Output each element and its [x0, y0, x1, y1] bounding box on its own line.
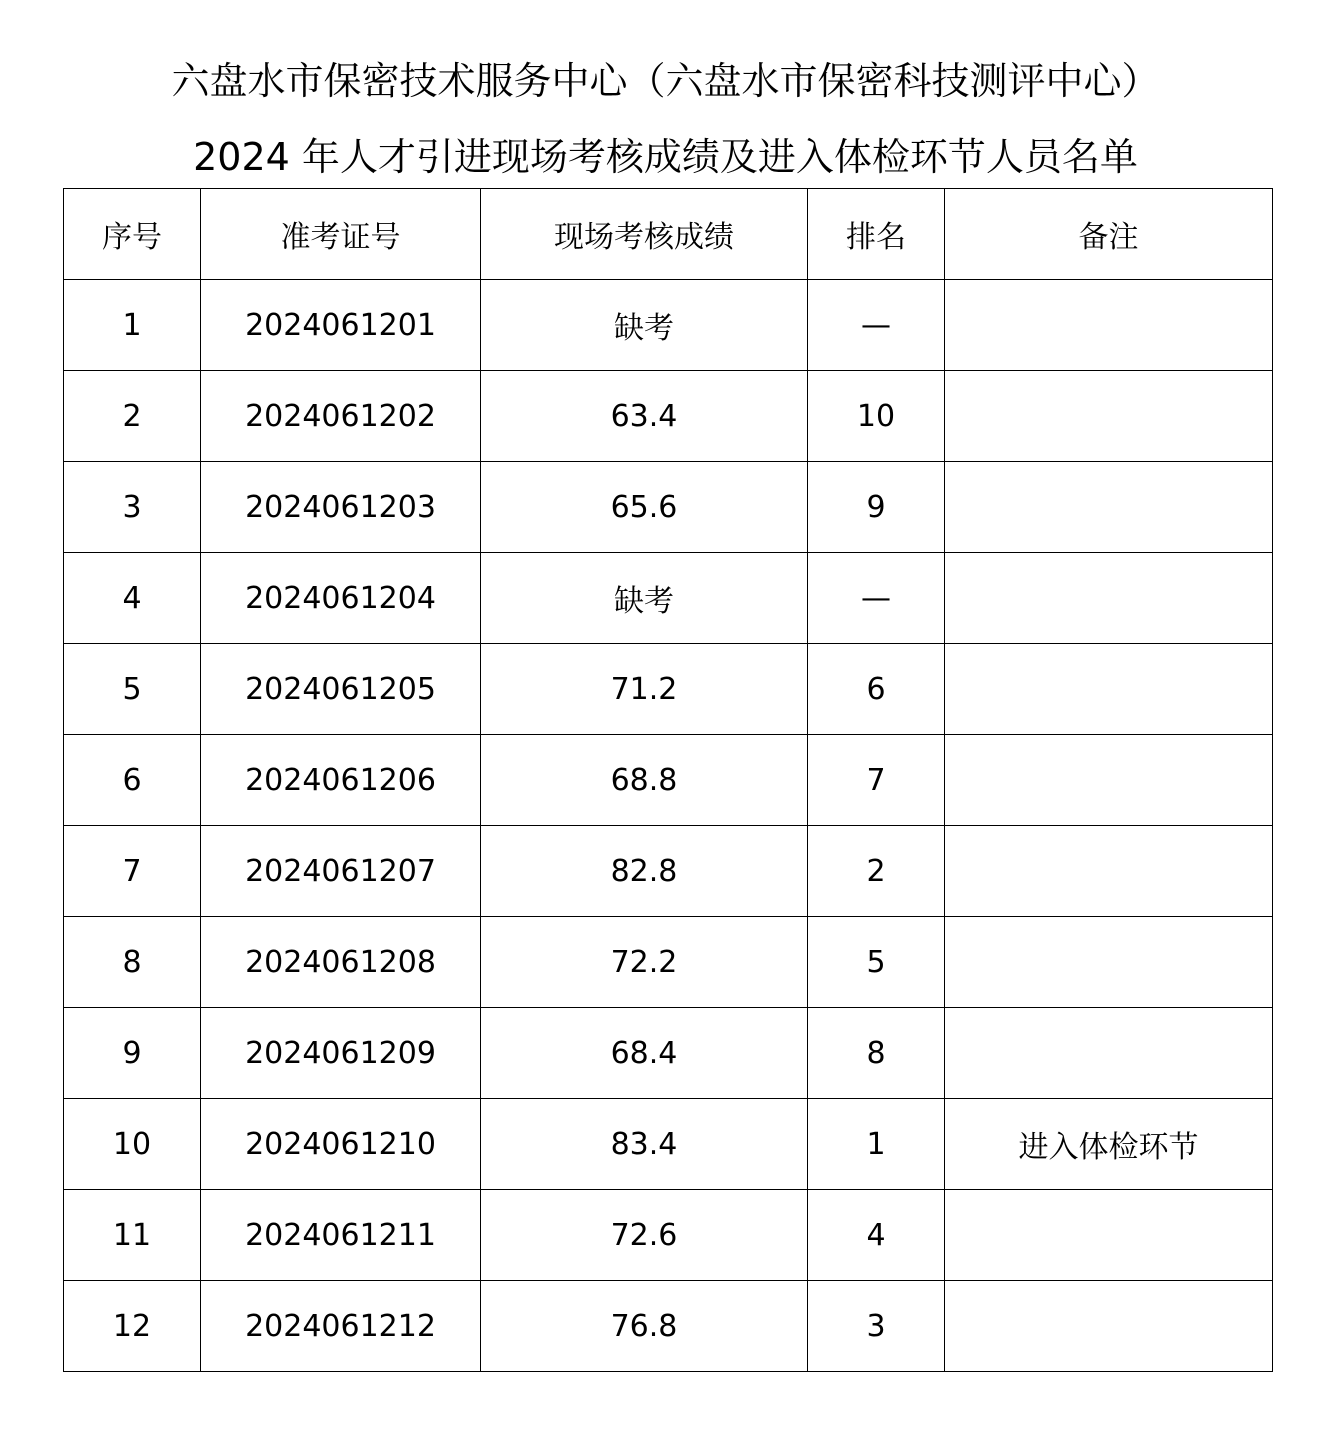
header-score: 现场考核成绩: [481, 189, 808, 280]
cell-exam-id: 2024061206: [201, 735, 481, 826]
cell-rank: 2: [808, 826, 945, 917]
document-title-line-2: 2024 年人才引进现场考核成绩及进入体检环节人员名单: [193, 135, 1138, 179]
cell-score: 82.8: [481, 826, 808, 917]
cell-rank: 10: [808, 371, 945, 462]
document-title-line-1: 六盘水市保密技术服务中心（六盘水市保密科技测评中心）: [171, 59, 1160, 103]
cell-score: 72.2: [481, 917, 808, 1008]
cell-score: 65.6: [481, 462, 808, 553]
cell-seq: 9: [64, 1008, 201, 1099]
table-row: [64, 280, 1273, 371]
cell-exam-id: 2024061201: [201, 280, 481, 371]
cell-score: 83.4: [481, 1099, 808, 1190]
cell-score: 缺考: [481, 280, 808, 371]
cell-exam-id: 2024061212: [201, 1281, 481, 1372]
cell-note: [945, 1281, 1273, 1372]
cell-seq: 11: [64, 1190, 201, 1281]
cell-rank: —: [808, 553, 945, 644]
cell-seq: 1: [64, 280, 201, 371]
cell-exam-id: 2024061209: [201, 1008, 481, 1099]
table-row: [64, 371, 1273, 462]
cell-seq: 2: [64, 371, 201, 462]
cell-seq: 7: [64, 826, 201, 917]
cell-exam-id: 2024061207: [201, 826, 481, 917]
cell-score: 63.4: [481, 371, 808, 462]
table-row: [64, 1008, 1273, 1099]
cell-note: [945, 1008, 1273, 1099]
cell-seq: 4: [64, 553, 201, 644]
cell-exam-id: 2024061204: [201, 553, 481, 644]
cell-exam-id: 2024061203: [201, 462, 481, 553]
table-row: [64, 644, 1273, 735]
cell-seq: 10: [64, 1099, 201, 1190]
cell-note: [945, 644, 1273, 735]
cell-exam-id: 2024061205: [201, 644, 481, 735]
cell-seq: 6: [64, 735, 201, 826]
header-note: 备注: [945, 189, 1273, 280]
cell-note: [945, 735, 1273, 826]
cell-rank: 8: [808, 1008, 945, 1099]
cell-score: 缺考: [481, 553, 808, 644]
cell-note: [945, 462, 1273, 553]
table-row: [64, 826, 1273, 917]
cell-rank: 7: [808, 735, 945, 826]
cell-rank: —: [808, 280, 945, 371]
header-exam-id: 准考证号: [201, 189, 481, 280]
cell-rank: 6: [808, 644, 945, 735]
table-row: [64, 735, 1273, 826]
cell-note: [945, 1190, 1273, 1281]
cell-note: [945, 371, 1273, 462]
table-row: [64, 553, 1273, 644]
cell-exam-id: 2024061211: [201, 1190, 481, 1281]
cell-seq: 5: [64, 644, 201, 735]
table-row: [64, 1281, 1273, 1372]
table-row: [64, 462, 1273, 553]
cell-score: 72.6: [481, 1190, 808, 1281]
cell-score: 76.8: [481, 1281, 808, 1372]
cell-note: [945, 280, 1273, 371]
cell-score: 71.2: [481, 644, 808, 735]
cell-note: [945, 826, 1273, 917]
table-header-row: [64, 189, 1273, 280]
cell-seq: 12: [64, 1281, 201, 1372]
table-row: [64, 917, 1273, 1008]
cell-exam-id: 2024061202: [201, 371, 481, 462]
cell-rank: 1: [808, 1099, 945, 1190]
cell-seq: 3: [64, 462, 201, 553]
table-row: [64, 1099, 1273, 1190]
cell-exam-id: 2024061208: [201, 917, 481, 1008]
cell-note: [945, 917, 1273, 1008]
header-seq: 序号: [64, 189, 201, 280]
cell-rank: 4: [808, 1190, 945, 1281]
cell-rank: 5: [808, 917, 945, 1008]
cell-note: 进入体检环节: [945, 1099, 1273, 1190]
cell-rank: 3: [808, 1281, 945, 1372]
score-table: [63, 188, 1273, 1372]
cell-exam-id: 2024061210: [201, 1099, 481, 1190]
header-rank: 排名: [808, 189, 945, 280]
cell-rank: 9: [808, 462, 945, 553]
cell-note: [945, 553, 1273, 644]
cell-score: 68.8: [481, 735, 808, 826]
cell-seq: 8: [64, 917, 201, 1008]
table-row: [64, 1190, 1273, 1281]
cell-score: 68.4: [481, 1008, 808, 1099]
